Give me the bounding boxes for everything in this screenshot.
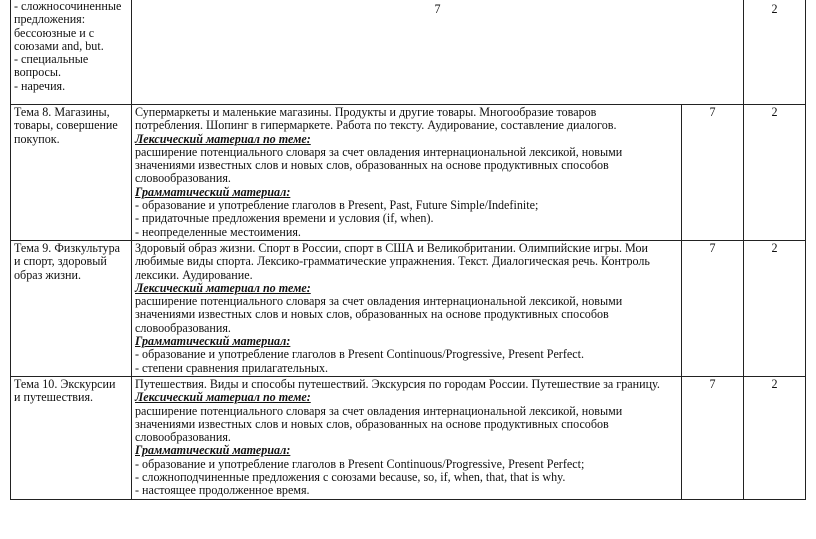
topic-line: - специальные <box>14 52 89 67</box>
content-line: расширение потенциального словаря за счет овладения интернациональной лексикой, новыми <box>135 294 623 309</box>
level-cell: 2 <box>744 105 806 241</box>
hours-cell: 7 <box>682 240 744 376</box>
content-line: - настоящее продолженное время. <box>135 483 310 498</box>
content-line: - сложноподчиненные предложения с союзами because, so, if, when, that, that is why. <box>135 470 566 485</box>
table-row <box>11 0 806 105</box>
content-line: Здоровый образ жизни. Спорт в России, спорт в США и Великобритании. Олимпийские игры. Мои <box>135 240 648 255</box>
topic-line: - сложносочиненные <box>14 0 122 13</box>
topic-line: Тема 10. Экскурсии <box>14 376 116 391</box>
content-line: значениями известных слов и новых слов, образованных на основе продуктивных способов <box>135 158 609 173</box>
table-row <box>11 240 806 376</box>
content-line: словообразования. <box>135 171 231 186</box>
level-cell: 2 <box>744 240 806 376</box>
content-cell <box>132 105 682 241</box>
section-heading: Грамматический материал: <box>135 184 291 199</box>
section-heading: Лексический материал по теме: <box>135 390 311 405</box>
content-line: расширение потенциального словаря за счет овладения интернациональной лексикой, новыми <box>135 403 623 418</box>
content-cell <box>132 240 682 376</box>
topic-line: Тема 9. Физкультура <box>14 240 121 255</box>
table-row <box>11 376 806 499</box>
content-line: - образование и употребление глаголов в Present Continuous/Progressive, Present Perfect; <box>135 456 585 471</box>
content-cell <box>132 376 682 499</box>
content-line: - неопределенные местоимения. <box>135 224 301 239</box>
topic-line: образ жизни. <box>14 267 81 282</box>
topic-line: покупок. <box>14 131 60 146</box>
topic-cell <box>11 0 132 105</box>
topic-cell <box>11 240 132 376</box>
curriculum-table-body <box>11 0 806 499</box>
level-cell: 2 <box>744 0 806 105</box>
table-row <box>11 105 806 241</box>
topic-line: товары, совершение <box>14 118 118 133</box>
topic-cell <box>11 376 132 499</box>
content-line: лексики. Аудирование. <box>135 267 253 282</box>
content-line: - придаточные предложения времени и условия (if, when). <box>135 211 434 226</box>
topic-line: и спорт, здоровый <box>14 254 107 269</box>
topic-cell <box>11 105 132 241</box>
section-heading: Лексический материал по теме: <box>135 280 311 295</box>
section-heading: Грамматический материал: <box>135 443 291 458</box>
content-line: словообразования. <box>135 320 231 335</box>
level-cell: 2 <box>744 376 806 499</box>
hours-cell: 7 <box>682 105 744 241</box>
content-line: потребления. Шопинг в гипермаркете. Работа по тексту. Аудирование, составление диалогов. <box>135 118 617 133</box>
content-line: - степени сравнения прилагательных. <box>135 360 329 375</box>
content-line: Путешествия. Виды и способы путешествий. Экскурсия по городам России. Путешествие за границу. <box>135 376 660 391</box>
topic-line: и путешествия. <box>14 390 94 405</box>
topic-line: вопросы. <box>14 65 62 80</box>
content-line: любимые виды спорта. Лексико-грамматические упражнения. Текст. Диалогическая речь. Контроль <box>135 254 650 269</box>
topic-line: бессоюзные и с <box>14 25 95 40</box>
hours-cell: 7 <box>132 0 744 105</box>
content-line: Супермаркеты и маленькие магазины. Продукты и другие товары. Многообразие товаров <box>135 105 597 119</box>
topic-line: Тема 8. Магазины, <box>14 105 110 119</box>
section-heading: Лексический материал по теме: <box>135 131 311 146</box>
content-line: - образование и употребление глаголов в Present, Past, Future Simple/Indefinite; <box>135 198 539 213</box>
content-line: значениями известных слов и новых слов, образованных на основе продуктивных способов <box>135 416 609 431</box>
content-line: расширение потенциального словаря за счет овладения интернациональной лексикой, новыми <box>135 144 623 159</box>
content-line: словообразования. <box>135 430 231 445</box>
hours-cell: 7 <box>682 376 744 499</box>
content-line: значениями известных слов и новых слов, образованных на основе продуктивных способов <box>135 307 609 322</box>
topic-line: союзами and, but. <box>14 38 104 53</box>
topic-line: предложения: <box>14 12 86 27</box>
topic-line: - наречия. <box>14 78 66 93</box>
content-line: - образование и употребление глаголов в Present Continuous/Progressive, Present Perfect. <box>135 347 584 362</box>
curriculum-table <box>10 0 806 500</box>
section-heading: Грамматический материал: <box>135 334 291 349</box>
